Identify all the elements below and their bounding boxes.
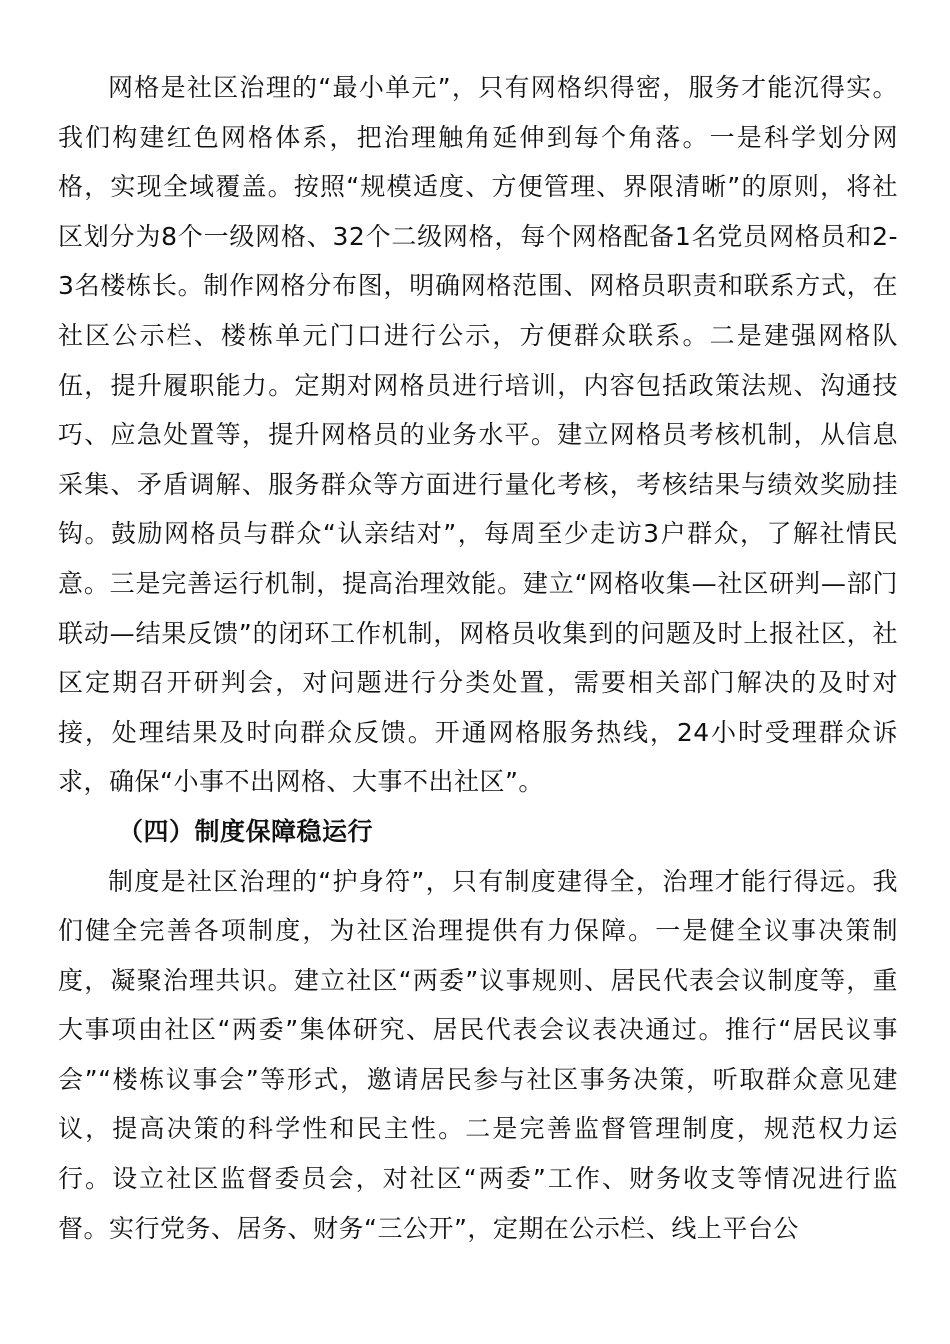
- section-heading-institutional-guarantee: （四）制度保障稳运行: [118, 816, 374, 846]
- body-paragraph-grid-governance: 网格是社区治理的“最小单元”，只有网格织得密，服务才能沉得实。我们构建红色网格体系，把治理触角延伸到每个角落。一是科学划分网格，实现全域覆盖。按照“规模适度、方便管理、界限清晰”的原则，将社区划分为8个一级网格、32个二级网格，每个网格配备1名党员网格员和2-3名楼栋长。制作网格分布图，明确网格范围、网格员职责和联系方式，在社区公示栏、楼栋单元门口进行公示，方便群众联系。二是建强网格队伍，提升履职能力。定期对网格员进行培训，内容包括政策法规、沟通技巧、应急处置等，提升网格员的业务水平。建立网格员考核机制，从信息采集、矛盾调解、服务群众等方面进行量化考核，考核结果与绩效奖励挂钩。鼓励网格员与群众“认亲结对”，每周至少走访3户群众，了解社情民意。三是完善运行机制，提高治理效能。建立“网格收集—社区研判—部门联动—结果反馈”的闭环工作机制，网格员收集到的问题及时上报社区，社区定期召开研判会，对问题进行分类处置，需要相关部门解决的及时对接，处理结果及时向群众反馈。开通网格服务热线，24小时受理群众诉求，确保“小事不出网格、大事不出社区”。: [58, 73, 898, 797]
- body-paragraph-institutional-guarantee: 制度是社区治理的“护身符”，只有制度建得全，治理才能行得远。我们健全完善各项制度，为社区治理提供有力保障。一是健全议事决策制度，凝聚治理共识。建立社区“两委”议事规则、居民代表会议制度等，重大事项由社区“两委”集体研究、居民代表会议表决通过。推行“居民议事会”“楼栋议事会”等形式，邀请居民参与社区事务决策，听取群众意见建议，提高决策的科学性和民主性。二是完善监督管理制度，规范权力运行。设立社区监督委员会，对社区“两委”工作、财务收支等情况进行监督。实行党务、居务、财务“三公开”，定期在公示栏、线上平台公: [58, 866, 898, 1243]
